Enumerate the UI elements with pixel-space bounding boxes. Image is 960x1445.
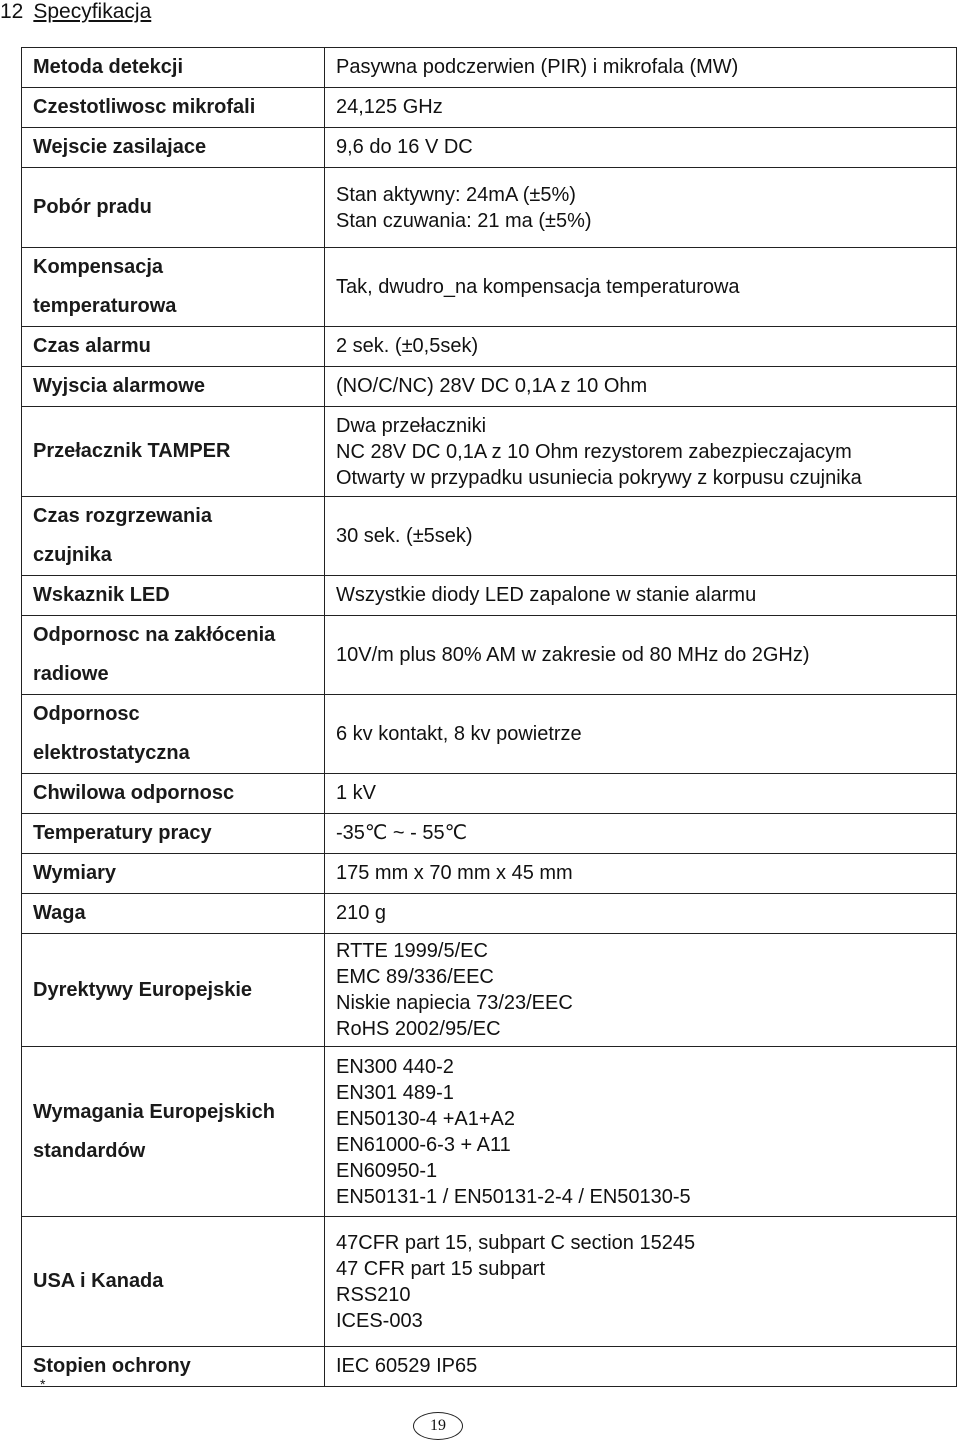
spec-value [325, 695, 957, 774]
spec-label-line: Stopien ochrony [33, 1355, 191, 1377]
spec-value-line: IEC 60529 IP65 [336, 1355, 478, 1377]
spec-value-line: ICES-003 [336, 1309, 423, 1332]
spec-value-line: Niskie napiecia 73/23/EEC [336, 992, 573, 1014]
spec-label-line: Przełacznik TAMPER [33, 440, 231, 462]
spec-label [22, 407, 325, 497]
spec-value-line: 30 sek. (±5sek) [336, 524, 473, 547]
spec-label-line: Pobór pradu [33, 196, 152, 218]
spec-value [325, 407, 957, 497]
table-row [22, 576, 957, 616]
spec-label-line: Czas alarmu [33, 335, 151, 357]
table-row [22, 1217, 957, 1347]
spec-label [22, 48, 325, 88]
spec-value [325, 814, 957, 854]
table-row [22, 88, 957, 128]
spec-value-line: 210 g [336, 902, 387, 924]
table-row [22, 774, 957, 814]
table-row [22, 934, 957, 1047]
spec-label-line: elektrostatyczna [33, 742, 190, 764]
section-heading [0, 0, 151, 24]
spec-label [22, 248, 325, 327]
spec-label-line: Odpornosc [33, 703, 140, 725]
spec-value [325, 48, 957, 88]
spec-label [22, 854, 325, 894]
section-title: Specyfikacja [33, 0, 152, 23]
spec-value-line: Stan czuwania: 21 ma (±5%) [336, 209, 592, 232]
spec-label [22, 1217, 325, 1347]
table-row [22, 248, 957, 327]
spec-value-line: RSS210 [336, 1283, 411, 1306]
spec-label-line: Dyrektywy Europejskie [33, 978, 252, 1001]
spec-label-line: Wymiary [33, 862, 117, 884]
spec-label-line: USA i Kanada [33, 1270, 164, 1292]
spec-label-line: Czestotliwosc mikrofali [33, 96, 256, 118]
spec-value-line: EN61000-6-3 + A11 [336, 1133, 511, 1156]
spec-value-line: RoHS 2002/95/EC [336, 1018, 501, 1040]
spec-value [325, 934, 957, 1047]
spec-value [325, 774, 957, 814]
spec-label-line: Temperatury pracy [33, 822, 212, 844]
spec-label [22, 497, 325, 576]
table-row [22, 854, 957, 894]
table-row [22, 407, 957, 497]
spec-value [325, 367, 957, 407]
spec-value [325, 616, 957, 695]
spec-value-line: Otwarty w przypadku usuniecia pokrywy z korpusu czujnika [336, 466, 862, 489]
table-row [22, 367, 957, 407]
spec-value [325, 1347, 957, 1387]
specification-table [21, 47, 957, 1387]
spec-value-line: 175 mm x 70 mm x 45 mm [336, 862, 573, 884]
spec-label-line: Wymagania Europejskich [33, 1100, 275, 1123]
spec-label-line: Chwilowa odpornosc [33, 782, 235, 804]
spec-label [22, 774, 325, 814]
section-number: 12 [0, 0, 24, 23]
spec-label-line: radiowe [33, 663, 109, 685]
spec-value-line: Stan aktywny: 24mA (±5%) [336, 183, 576, 206]
spec-value-line: EMC 89/336/EEC [336, 966, 494, 988]
spec-label-line: Metoda detekcji [33, 56, 184, 78]
table-row [22, 695, 957, 774]
spec-label-line: Waga [33, 902, 86, 924]
spec-value-line: 2 sek. (±0,5sek) [336, 335, 479, 357]
spec-value-line: EN301 489-1 [336, 1081, 454, 1104]
spec-value [325, 1217, 957, 1347]
page-number: 19 [413, 1412, 463, 1440]
spec-value-line: EN50131-1 / EN50131-2-4 / EN50130-5 [336, 1185, 691, 1208]
spec-label [22, 1047, 325, 1217]
spec-value-line: 47 CFR part 15 subpart [336, 1257, 545, 1280]
table-row [22, 48, 957, 88]
spec-label [22, 814, 325, 854]
table-row [22, 168, 957, 248]
spec-label [22, 616, 325, 695]
spec-value-line: EN50130-4 +A1+A2 [336, 1107, 516, 1130]
spec-value [325, 128, 957, 168]
spec-value-line: (NO/C/NC) 28V DC 0,1A z 10 Ohm [336, 375, 648, 397]
spec-label [22, 128, 325, 168]
spec-label-line: czujnika [33, 544, 112, 566]
spec-label [22, 894, 325, 934]
footnote-marker: * [40, 1376, 46, 1392]
table-row [22, 497, 957, 576]
spec-value-line: Wszystkie diody LED zapalone w stanie alarmu [336, 584, 757, 606]
table-row [22, 1347, 957, 1387]
spec-value [325, 327, 957, 367]
spec-label-line: Wejscie zasilajace [33, 136, 207, 158]
spec-value-line: EN60950-1 [336, 1159, 438, 1182]
spec-value [325, 1047, 957, 1217]
spec-label [22, 88, 325, 128]
spec-value-line: Dwa przełaczniki [336, 414, 487, 437]
spec-label-line: temperaturowa [33, 295, 177, 317]
spec-value-line: 24,125 GHz [336, 96, 443, 118]
spec-value-line: EN300 440-2 [336, 1055, 454, 1078]
spec-value [325, 576, 957, 616]
spec-label [22, 367, 325, 407]
spec-value-line: 6 kv kontakt, 8 kv powietrze [336, 722, 582, 745]
spec-value-line: Pasywna podczerwien (PIR) i mikrofala (MW) [336, 56, 739, 78]
spec-label [22, 168, 325, 248]
spec-label [22, 576, 325, 616]
spec-label-line: Odpornosc na zakłócenia [33, 624, 276, 646]
table-row [22, 814, 957, 854]
spec-value-line: 1 kV [336, 782, 377, 804]
spec-label-line: Kompensacja [33, 256, 164, 278]
spec-label [22, 934, 325, 1047]
spec-value-line: NC 28V DC 0,1A z 10 Ohm rezystorem zabezpieczajacym [336, 440, 852, 463]
spec-value-line: 10V/m plus 80% AM w zakresie od 80 MHz do 2GHz) [336, 643, 810, 666]
spec-value [325, 497, 957, 576]
spec-value [325, 88, 957, 128]
spec-value-line: Tak, dwudro_na kompensacja temperaturowa [336, 275, 740, 298]
spec-value-line: -35℃ ~ - 55℃ [336, 822, 468, 844]
table-row [22, 128, 957, 168]
table-row [22, 616, 957, 695]
spec-label [22, 327, 325, 367]
spec-label-line: Czas rozgrzewania [33, 505, 212, 527]
spec-label-line: Wyjscia alarmowe [33, 375, 205, 397]
spec-value [325, 248, 957, 327]
spec-value [325, 894, 957, 934]
spec-value-line: RTTE 1999/5/EC [336, 940, 488, 962]
spec-label-line: standardów [33, 1139, 146, 1162]
table-row [22, 327, 957, 367]
spec-value [325, 854, 957, 894]
spec-value [325, 168, 957, 248]
table-row [22, 894, 957, 934]
spec-value-line: 9,6 do 16 V DC [336, 136, 473, 158]
spec-label [22, 1347, 325, 1387]
spec-label-line: Wskaznik LED [33, 584, 170, 606]
table-row [22, 1047, 957, 1217]
spec-value-line: 47CFR part 15, subpart C section 15245 [336, 1231, 696, 1254]
spec-label [22, 695, 325, 774]
